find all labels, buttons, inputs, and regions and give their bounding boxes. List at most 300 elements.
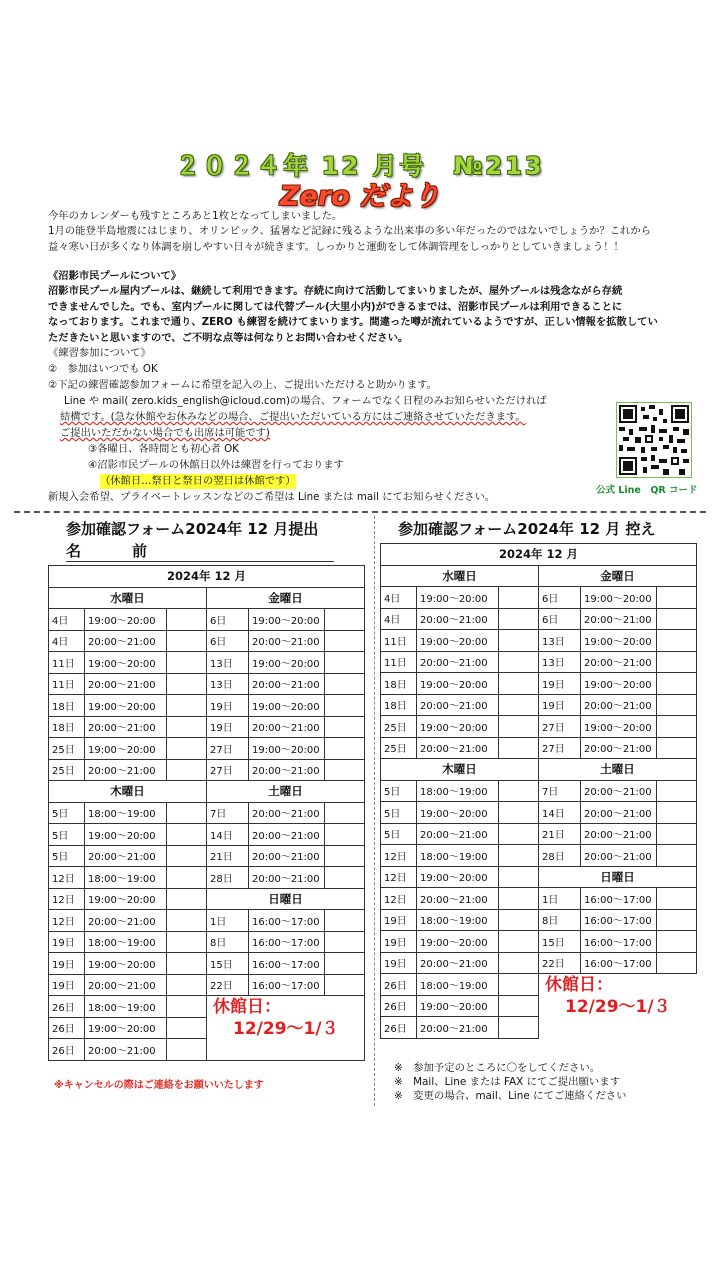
- practice-heading: 《練習参加について》: [48, 347, 151, 359]
- slot-day: 12日: [381, 866, 417, 888]
- attendance-checkbox[interactable]: [167, 867, 207, 889]
- attendance-checkbox[interactable]: [657, 694, 697, 716]
- month-header: 2024年 12 月: [381, 544, 697, 566]
- table-row: [381, 909, 697, 931]
- slot-time: 16:00～17:00: [581, 952, 657, 974]
- slot-day: 25日: [381, 737, 417, 759]
- slot-day: 11日: [49, 652, 85, 674]
- note-line: ※ Mail、Line または FAX にてご提出願います: [394, 1076, 621, 1088]
- slot-time: 20:00～21:00: [249, 867, 325, 889]
- slot-time: 19:00～20:00: [85, 652, 167, 674]
- slot-day: 5日: [49, 802, 85, 824]
- attendance-checkbox[interactable]: [325, 716, 365, 738]
- table-row: [381, 587, 697, 609]
- slot-day: 6日: [207, 630, 249, 652]
- day-header-row: [49, 587, 365, 609]
- attendance-checkbox[interactable]: [657, 780, 697, 802]
- attendance-checkbox[interactable]: [167, 652, 207, 674]
- closed-days-box: [539, 974, 697, 1039]
- qr-code-icon: [619, 405, 689, 475]
- practice-contact-line: Line や mail( zero.kids_english@icloud.com)の場合、フォームでなく日程のみお知らせいただければ: [64, 395, 547, 407]
- slot-day: 26日: [381, 1017, 417, 1039]
- slot-time: 19:00～20:00: [417, 673, 499, 695]
- closed-day-note: （休館日…祭日と祭日の翌日は休館です）: [100, 474, 296, 489]
- attendance-checkbox[interactable]: [499, 587, 539, 609]
- slot-day: 4日: [381, 608, 417, 630]
- attendance-checkbox[interactable]: [499, 974, 539, 996]
- month-header: 2024年 12 月: [49, 566, 365, 588]
- friday-header: 金曜日: [207, 587, 365, 609]
- month-row: [49, 566, 365, 588]
- slot-time: 20:00～21:00: [85, 759, 167, 781]
- slot-day: 19日: [49, 931, 85, 953]
- slot-day: 19日: [381, 909, 417, 931]
- slot-time: 16:00～17:00: [249, 910, 325, 932]
- slot-time: 19:00～20:00: [85, 695, 167, 717]
- attendance-checkbox[interactable]: [167, 630, 207, 652]
- table-row: [49, 716, 365, 738]
- intro-line: 今年のカレンダーも残すところあと1枚となってしまいました。: [48, 210, 343, 222]
- practice-item-1: ② 参加はいつでも OK: [48, 363, 158, 375]
- slot-day: 13日: [207, 673, 249, 695]
- slot-day: 5日: [381, 802, 417, 824]
- table-row: [49, 867, 365, 889]
- slot-time: 20:00～21:00: [581, 694, 657, 716]
- table-row: [381, 608, 697, 630]
- attendance-checkbox[interactable]: [167, 910, 207, 932]
- wednesday-header: 水曜日: [49, 587, 207, 609]
- table-row: [49, 673, 365, 695]
- closed-days-box: [207, 996, 365, 1061]
- slot-time: 19:00～20:00: [85, 824, 167, 846]
- slot-time: 20:00～21:00: [581, 651, 657, 673]
- attendance-checkbox[interactable]: [325, 630, 365, 652]
- attendance-checkbox[interactable]: [499, 931, 539, 953]
- attendance-checkbox[interactable]: [499, 845, 539, 867]
- closed-label: 休館日：: [213, 997, 281, 1017]
- table-row: [49, 888, 365, 910]
- slot-time: 20:00～21:00: [417, 823, 499, 845]
- table-row: [381, 802, 697, 824]
- slot-time: 20:00～21:00: [417, 694, 499, 716]
- slot-day: 18日: [381, 673, 417, 695]
- attendance-checkbox[interactable]: [499, 909, 539, 931]
- slot-day: 11日: [381, 651, 417, 673]
- slot-day: 19日: [207, 695, 249, 717]
- table-row: [49, 845, 365, 867]
- slot-day: 26日: [381, 974, 417, 996]
- pool-line: 沼影市民プール屋内プールは、継続して利用できます。存続に向けて活動してまいりましたが、屋外プールは残念ながら存続: [48, 285, 623, 298]
- table-row: [49, 738, 365, 760]
- attendance-checkbox[interactable]: [167, 673, 207, 695]
- table-row: [49, 802, 365, 824]
- slot-day: 12日: [381, 845, 417, 867]
- slot-time: 19:00～20:00: [417, 931, 499, 953]
- submission-notes: [394, 1061, 627, 1103]
- attendance-checkbox[interactable]: [499, 888, 539, 910]
- slot-day: 28日: [539, 845, 581, 867]
- practice-beginner-ok: ③各曜日、各時間とも初心者 OK: [88, 443, 239, 455]
- attendance-checkbox[interactable]: [499, 716, 539, 738]
- slot-time: 18:00～19:00: [85, 867, 167, 889]
- attendance-checkbox[interactable]: [657, 716, 697, 738]
- pool-section: [48, 269, 658, 346]
- attendance-checkbox[interactable]: [325, 609, 365, 631]
- slot-day: 18日: [381, 694, 417, 716]
- slot-time: 20:00～21:00: [417, 1017, 499, 1039]
- cancel-note: ※キャンセルの際はご連絡をお願いいたします: [54, 1080, 264, 1091]
- wednesday-header: 水曜日: [381, 565, 539, 587]
- table-row: [381, 780, 697, 802]
- slot-time: 20:00～21:00: [417, 888, 499, 910]
- table-row: [381, 845, 697, 867]
- attendance-checkbox[interactable]: [325, 953, 365, 975]
- slot-time: 19:00～20:00: [85, 609, 167, 631]
- attendance-checkbox[interactable]: [499, 651, 539, 673]
- left-form-title: 参加確認フォーム2024年 12 月提出: [66, 520, 319, 538]
- attendance-checkbox[interactable]: [499, 823, 539, 845]
- attendance-checkbox[interactable]: [499, 866, 539, 888]
- attendance-checkbox[interactable]: [657, 845, 697, 867]
- pool-heading: 《沼影市民プールについて》: [48, 270, 182, 282]
- attendance-checkbox[interactable]: [167, 974, 207, 996]
- slot-day: 28日: [207, 867, 249, 889]
- slot-day: 27日: [207, 738, 249, 760]
- slot-time: 20:00～21:00: [85, 845, 167, 867]
- slot-day: 12日: [49, 910, 85, 932]
- left-schedule-table: [48, 565, 365, 1061]
- slot-time: 20:00～21:00: [85, 673, 167, 695]
- attendance-checkbox[interactable]: [325, 845, 365, 867]
- attendance-checkbox[interactable]: [325, 652, 365, 674]
- slot-day: 14日: [207, 824, 249, 846]
- slot-time: 20:00～21:00: [249, 716, 325, 738]
- intro-line: 1月の能登半島地震にはじまり、オリンピック、猛暑など記録に残るような出来事の多い年だったのではないでしょうか？これから: [48, 225, 651, 238]
- attendance-checkbox[interactable]: [167, 738, 207, 760]
- slot-day: 1日: [539, 888, 581, 910]
- slot-time: 16:00～17:00: [581, 888, 657, 910]
- intro-line: 益々寒い日が多くなり体調を崩しやすい日々が続きます。しっかりと運動をして体調管理をしっかりとしていきましょう！！: [48, 240, 624, 253]
- slot-time: 19:00～20:00: [417, 716, 499, 738]
- slot-day: 6日: [539, 608, 581, 630]
- slot-time: 19:00～20:00: [417, 587, 499, 609]
- table-row: [49, 759, 365, 781]
- pool-line: なっております。これまで通り、ZERO も練習を続けてまいります。間違った噂が流れているようですが、正しい情報を拡散してい: [48, 316, 658, 329]
- slot-time: 20:00～21:00: [249, 759, 325, 781]
- slot-time: 18:00～19:00: [417, 909, 499, 931]
- attendance-checkbox[interactable]: [167, 845, 207, 867]
- sunday-header: 日曜日: [539, 866, 697, 888]
- slot-day: 6日: [207, 609, 249, 631]
- closed-dates: 12/29～1/３: [233, 1019, 339, 1039]
- slot-day: 19日: [49, 953, 85, 975]
- slot-day: 13日: [539, 630, 581, 652]
- attendance-checkbox[interactable]: [325, 673, 365, 695]
- slot-day: 26日: [49, 1039, 85, 1061]
- note-line: ※ 参加予定のところに〇をしてください。: [394, 1062, 601, 1074]
- table-row: [381, 694, 697, 716]
- right-schedule-table: [380, 543, 697, 1039]
- slot-time: 19:00～20:00: [249, 695, 325, 717]
- attendance-checkbox[interactable]: [499, 608, 539, 630]
- slot-time: 20:00～21:00: [249, 673, 325, 695]
- slot-time: 16:00～17:00: [249, 974, 325, 996]
- practice-schedule-note: ④沼影市民プールの休館日以外は練習を行っております: [88, 459, 344, 471]
- slot-time: 19:00～20:00: [85, 738, 167, 760]
- attendance-checkbox[interactable]: [167, 716, 207, 738]
- slot-day: 7日: [207, 802, 249, 824]
- slot-day: 12日: [381, 888, 417, 910]
- slot-day: 5日: [381, 823, 417, 845]
- slot-day: 27日: [207, 759, 249, 781]
- attendance-checkbox[interactable]: [657, 651, 697, 673]
- slot-day: 19日: [381, 931, 417, 953]
- table-row: [381, 651, 697, 673]
- slot-time: 18:00～19:00: [85, 931, 167, 953]
- intro-text: [48, 209, 651, 255]
- slot-day: 22日: [207, 974, 249, 996]
- practice-note-line-2: ご提出いただかない場合でも出席は可能です): [60, 427, 270, 439]
- day-header-row: [381, 565, 697, 587]
- attendance-checkbox[interactable]: [657, 608, 697, 630]
- attendance-checkbox[interactable]: [499, 694, 539, 716]
- day-header-row: [381, 759, 697, 781]
- slot-time: 20:00～21:00: [417, 651, 499, 673]
- attendance-checkbox[interactable]: [167, 931, 207, 953]
- closed-label: 休館日：: [545, 975, 613, 995]
- practice-note-line: 結構です。(急な休館やお休みなどの場合、ご提出いただいている方にはご連絡させていただきます。: [60, 411, 526, 423]
- attendance-checkbox[interactable]: [657, 909, 697, 931]
- closed-dates: 12/29～1/３: [565, 997, 671, 1017]
- slot-time: 19:00～20:00: [417, 995, 499, 1017]
- table-row: [381, 716, 697, 738]
- slot-time: 16:00～17:00: [249, 953, 325, 975]
- table-row: [49, 931, 365, 953]
- attendance-checkbox[interactable]: [499, 780, 539, 802]
- form-divider: [374, 516, 375, 1106]
- table-row: [381, 866, 697, 888]
- slot-time: 19:00～20:00: [249, 652, 325, 674]
- slot-day: 8日: [207, 931, 249, 953]
- slot-time: 20:00～21:00: [85, 716, 167, 738]
- slot-time: 19:00～20:00: [85, 888, 167, 910]
- attendance-checkbox[interactable]: [657, 802, 697, 824]
- attendance-checkbox[interactable]: [167, 824, 207, 846]
- slot-time: 20:00～21:00: [249, 802, 325, 824]
- slot-day: 25日: [49, 738, 85, 760]
- note-line: ※ 変更の場合、mail、Line にてご連絡ください: [394, 1090, 627, 1102]
- attendance-checkbox[interactable]: [325, 802, 365, 824]
- slot-day: 8日: [539, 909, 581, 931]
- sunday-header: 日曜日: [207, 888, 365, 910]
- saturday-header: 土曜日: [207, 781, 365, 803]
- slot-time: 19:00～20:00: [417, 630, 499, 652]
- slot-day: 19日: [381, 952, 417, 974]
- slot-time: 20:00～21:00: [85, 1039, 167, 1061]
- slot-day: 21日: [539, 823, 581, 845]
- slot-time: 20:00～21:00: [417, 737, 499, 759]
- slot-day: 13日: [539, 651, 581, 673]
- slot-time: 18:00～19:00: [417, 974, 499, 996]
- slot-time: 20:00～21:00: [249, 630, 325, 652]
- attendance-checkbox[interactable]: [499, 995, 539, 1017]
- attendance-checkbox[interactable]: [499, 1017, 539, 1039]
- attendance-checkbox[interactable]: [167, 888, 207, 910]
- slot-time: 19:00～20:00: [85, 953, 167, 975]
- attendance-checkbox[interactable]: [657, 931, 697, 953]
- slot-time: 16:00～17:00: [581, 931, 657, 953]
- table-row: [49, 652, 365, 674]
- slot-day: 15日: [207, 953, 249, 975]
- slot-time: 18:00～19:00: [417, 845, 499, 867]
- slot-time: 16:00～17:00: [581, 909, 657, 931]
- slot-day: 25日: [49, 759, 85, 781]
- pool-line: できませんでした。でも、室内プールに関しては代替プール(大里小内)ができるまでは、沼影市民プールは利用できることに: [48, 300, 623, 313]
- slot-day: 25日: [381, 716, 417, 738]
- qr-code[interactable]: [616, 402, 692, 478]
- slot-day: 5日: [49, 845, 85, 867]
- attendance-checkbox[interactable]: [325, 974, 365, 996]
- slot-time: 18:00～19:00: [417, 780, 499, 802]
- slot-time: 16:00～17:00: [249, 931, 325, 953]
- slot-time: 19:00～20:00: [581, 673, 657, 695]
- table-row: [49, 974, 365, 996]
- slot-time: 20:00～21:00: [85, 974, 167, 996]
- table-row: [381, 931, 697, 953]
- slot-time: 18:00～19:00: [85, 802, 167, 824]
- slot-day: 13日: [207, 652, 249, 674]
- slot-day: 27日: [539, 716, 581, 738]
- slot-day: 7日: [539, 780, 581, 802]
- attendance-checkbox[interactable]: [167, 695, 207, 717]
- slot-time: 19:00～20:00: [581, 630, 657, 652]
- attendance-checkbox[interactable]: [657, 823, 697, 845]
- attendance-checkbox[interactable]: [167, 1017, 207, 1039]
- attendance-checkbox[interactable]: [657, 888, 697, 910]
- table-row: [381, 673, 697, 695]
- attendance-checkbox[interactable]: [657, 737, 697, 759]
- slot-time: 20:00～21:00: [249, 845, 325, 867]
- slot-day: 11日: [49, 673, 85, 695]
- slot-time: 18:00～19:00: [85, 996, 167, 1018]
- table-row: [49, 695, 365, 717]
- attendance-checkbox[interactable]: [325, 824, 365, 846]
- newsletter-subtitle: Zero だより: [279, 181, 441, 212]
- attendance-checkbox[interactable]: [325, 867, 365, 889]
- slot-time: 20:00～21:00: [417, 608, 499, 630]
- slot-day: 11日: [381, 630, 417, 652]
- attendance-checkbox[interactable]: [657, 630, 697, 652]
- slot-day: 6日: [539, 587, 581, 609]
- slot-time: 20:00～21:00: [581, 737, 657, 759]
- slot-time: 19:00～20:00: [249, 609, 325, 631]
- attendance-checkbox[interactable]: [657, 587, 697, 609]
- table-row: [381, 888, 697, 910]
- attendance-checkbox[interactable]: [325, 759, 365, 781]
- attendance-checkbox[interactable]: [499, 737, 539, 759]
- attendance-checkbox[interactable]: [499, 952, 539, 974]
- attendance-checkbox[interactable]: [325, 738, 365, 760]
- slot-day: 19日: [207, 716, 249, 738]
- slot-time: 20:00～21:00: [581, 780, 657, 802]
- right-form-title: 参加確認フォーム2024年 12 月 控え: [398, 520, 656, 538]
- table-row: [381, 952, 697, 974]
- table-row: [49, 953, 365, 975]
- table-row: [49, 996, 365, 1018]
- attendance-checkbox[interactable]: [499, 802, 539, 824]
- slot-day: 4日: [49, 609, 85, 631]
- slot-time: 20:00～21:00: [417, 952, 499, 974]
- slot-day: 5日: [381, 780, 417, 802]
- attendance-checkbox[interactable]: [657, 952, 697, 974]
- table-row: [381, 823, 697, 845]
- newsletter-title: ２０２４年 12 月号 №213: [175, 152, 545, 180]
- section-divider: [14, 511, 706, 513]
- slot-day: 26日: [49, 996, 85, 1018]
- name-label: 名 前: [66, 542, 166, 560]
- attendance-checkbox[interactable]: [499, 630, 539, 652]
- slot-day: 19日: [49, 974, 85, 996]
- attendance-checkbox[interactable]: [657, 673, 697, 695]
- month-row: [381, 544, 697, 566]
- slot-day: 4日: [381, 587, 417, 609]
- slot-time: 20:00～21:00: [581, 802, 657, 824]
- slot-time: 20:00～21:00: [85, 630, 167, 652]
- thursday-header: 木曜日: [49, 781, 207, 803]
- slot-day: 12日: [49, 888, 85, 910]
- attendance-checkbox[interactable]: [167, 802, 207, 824]
- slot-day: 18日: [49, 716, 85, 738]
- attendance-checkbox[interactable]: [167, 609, 207, 631]
- slot-day: 14日: [539, 802, 581, 824]
- slot-time: 19:00～20:00: [581, 716, 657, 738]
- table-row: [49, 609, 365, 631]
- slot-day: 21日: [207, 845, 249, 867]
- attendance-checkbox[interactable]: [499, 673, 539, 695]
- slot-day: 19日: [539, 673, 581, 695]
- table-row: [381, 737, 697, 759]
- slot-time: 19:00～20:00: [417, 866, 499, 888]
- slot-day: 19日: [539, 694, 581, 716]
- name-field[interactable]: [66, 540, 334, 562]
- friday-header: 金曜日: [539, 565, 697, 587]
- day-header-row: [49, 781, 365, 803]
- table-row: [49, 824, 365, 846]
- attendance-checkbox[interactable]: [167, 1039, 207, 1061]
- attendance-checkbox[interactable]: [167, 759, 207, 781]
- slot-time: 19:00～20:00: [581, 587, 657, 609]
- slot-time: 20:00～21:00: [581, 845, 657, 867]
- practice-item-2: ②下記の練習確認参加フォームに希望を記入の上、ご提出いただけると助かります。: [48, 379, 437, 391]
- slot-day: 26日: [49, 1017, 85, 1039]
- slot-time: 19:00～20:00: [417, 802, 499, 824]
- pool-line: ただきたいと思いますので、ご不明な点等は何なりとお問い合わせください。: [48, 331, 409, 344]
- attendance-checkbox[interactable]: [325, 931, 365, 953]
- thursday-header: 木曜日: [381, 759, 539, 781]
- table-row: [381, 974, 697, 996]
- new-member-note: 新規入会希望、プライベートレッスンなどのご希望は Line または mail にてお知らせください。: [48, 491, 496, 503]
- attendance-checkbox[interactable]: [325, 910, 365, 932]
- attendance-checkbox[interactable]: [167, 953, 207, 975]
- qr-code-label: 公式 Line QR コード: [596, 485, 698, 496]
- attendance-checkbox[interactable]: [167, 996, 207, 1018]
- slot-day: 12日: [49, 867, 85, 889]
- table-row: [49, 910, 365, 932]
- slot-day: 18日: [49, 695, 85, 717]
- saturday-header: 土曜日: [539, 759, 697, 781]
- attendance-checkbox[interactable]: [325, 695, 365, 717]
- table-row: [49, 630, 365, 652]
